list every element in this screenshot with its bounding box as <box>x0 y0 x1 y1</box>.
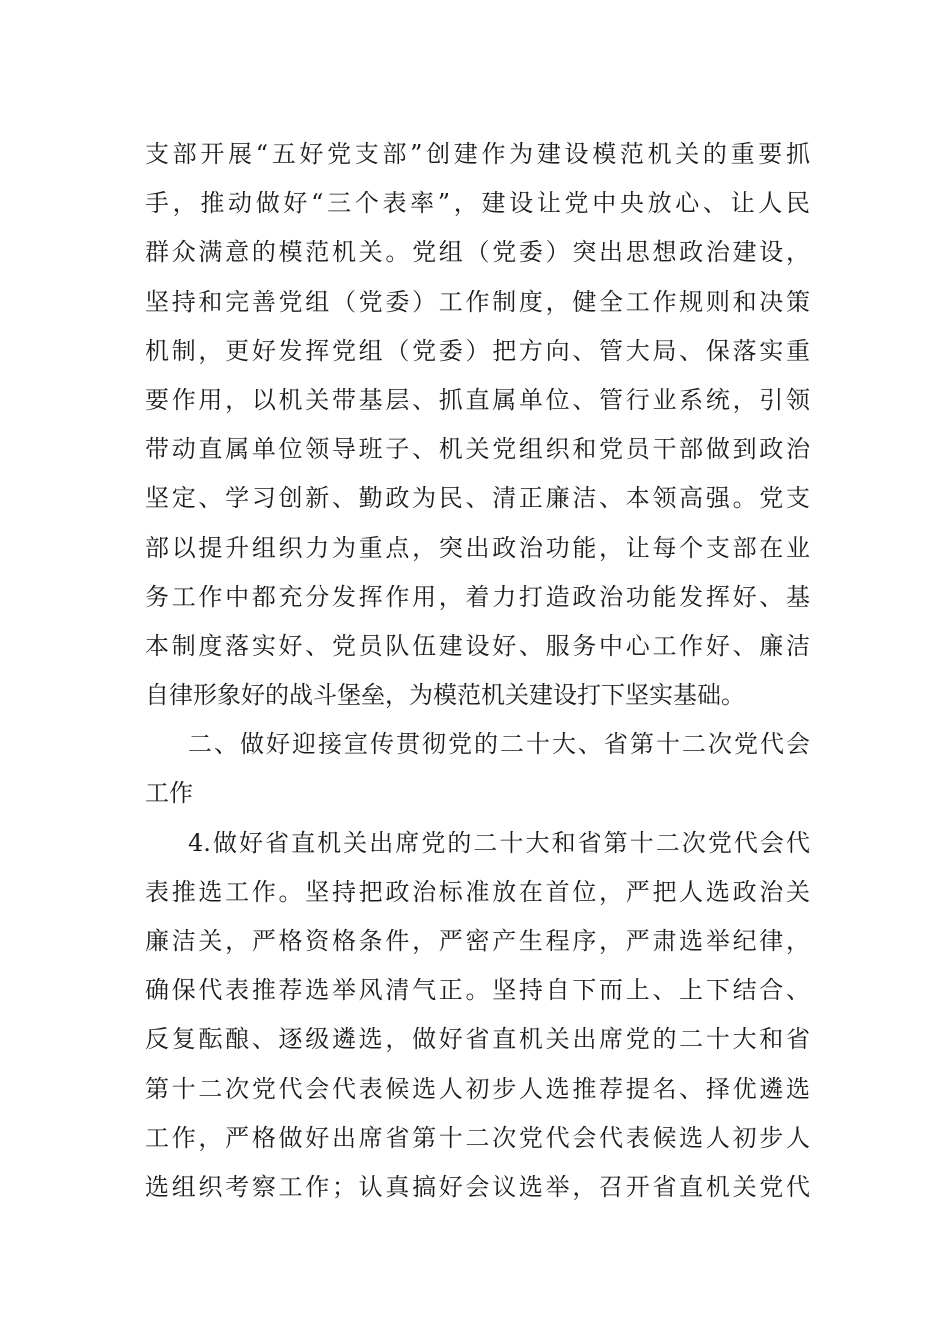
text-line: 反复酝酿、逐级遴选，做好省直机关出席党的二十大和省 <box>145 1025 810 1054</box>
text-line: 坚定、学习创新、勤政为民、清正廉洁、本领高强。党支 <box>145 484 810 513</box>
text-line: 机制，更好发挥党组（党委）把方向、管大局、保落实重 <box>145 336 810 365</box>
text-line: 工作 <box>145 779 193 808</box>
text-line: 廉洁关，严格资格条件，严密产生程序，严肃选举纪律， <box>145 927 810 955</box>
text-line: 表推选工作。坚持把政治标准放在首位，严把人选政治关 <box>145 877 810 906</box>
text-line: 手，推动做好“三个表率”，建设让党中央放心、让人民 <box>145 189 810 218</box>
text-line: 部以提升组织力为重点，突出政治功能，让每个支部在业 <box>145 533 810 562</box>
text-line: 坚持和完善党组（党委）工作制度，健全工作规则和决策 <box>145 287 810 316</box>
text-line: 带动直属单位领导班子、机关党组织和党员干部做到政治 <box>145 435 810 464</box>
text-line: 选组织考察工作；认真搞好会议选举，召开省直机关党代 <box>145 1172 810 1201</box>
text-line: 群众满意的模范机关。党组（党委）突出思想政治建设， <box>145 238 810 267</box>
text-line: 要作用，以机关带基层、抓直属单位、管行业系统，引领 <box>145 385 810 414</box>
text-line: 确保代表推荐选举风清气正。坚持自下而上、上下结合、 <box>145 976 810 1005</box>
text-line: 工作，严格做好出席省第十二次党代会代表候选人初步人 <box>145 1123 810 1152</box>
text-line: 本制度落实好、党员队伍建设好、服务中心工作好、廉洁 <box>145 631 810 660</box>
text-line: 4.做好省直机关出席党的二十大和省第十二次党代会代 <box>188 828 810 857</box>
text-line: 务工作中都充分发挥作用，着力打造政治功能发挥好、基 <box>145 582 810 611</box>
text-line: 自律形象好的战斗堡垒，为模范机关建设打下坚实基础。 <box>145 681 745 710</box>
text-line: 二、做好迎接宣传贯彻党的二十大、省第十二次党代会 <box>188 730 810 759</box>
text-line: 支部开展“五好党支部”创建作为建设模范机关的重要抓 <box>145 140 810 168</box>
text-line: 第十二次党代会代表候选人初步人选推荐提名、择优遴选 <box>145 1074 810 1103</box>
document-body <box>145 130 810 1212</box>
